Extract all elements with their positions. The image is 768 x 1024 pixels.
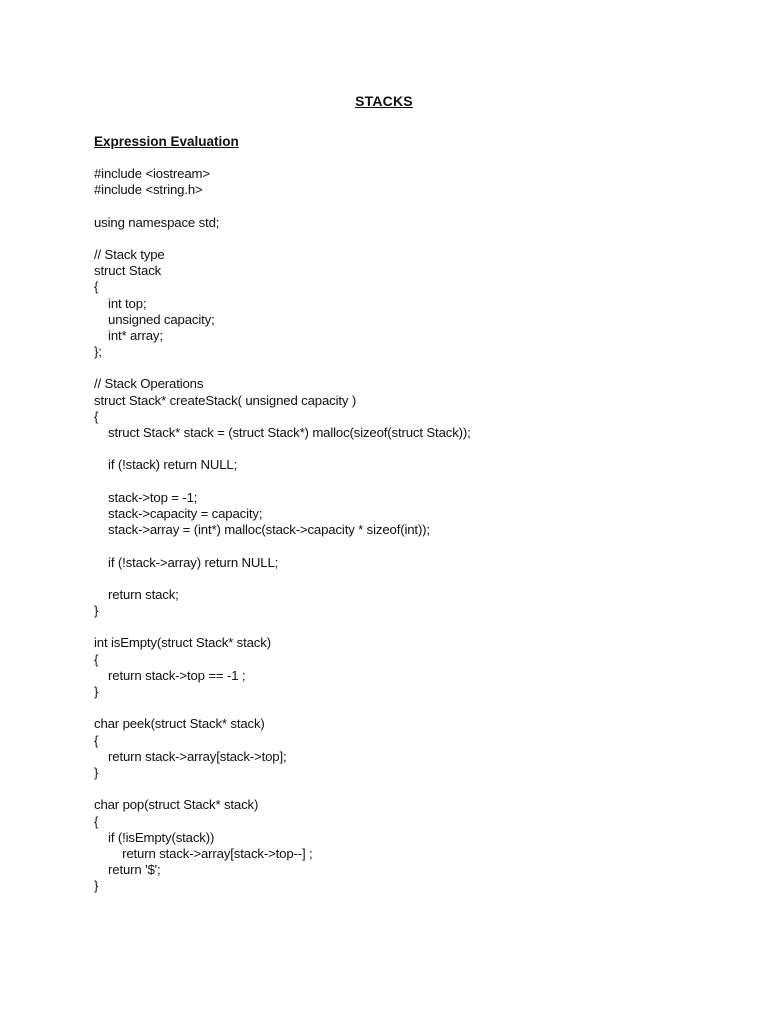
code-line: }: [94, 878, 99, 894]
code-line: char pop(struct Stack* stack): [94, 797, 259, 813]
code-line: struct Stack: [94, 263, 162, 279]
code-line: struct Stack* stack = (struct Stack*) malloc(sizeof(struct Stack));: [94, 425, 471, 440]
code-line: }: [94, 764, 99, 780]
code-line: {: [94, 651, 99, 667]
code-line: [94, 231, 471, 247]
code-line: [94, 360, 471, 376]
code-line: {: [94, 813, 99, 829]
code-line: }: [94, 684, 99, 699]
code-line: return '$';: [94, 862, 161, 878]
code-line: #include <string.h>: [94, 182, 203, 198]
code-line: // Stack type: [94, 246, 165, 262]
code-line: stack->capacity = capacity;: [94, 505, 263, 521]
code-line: using namespace std;: [94, 214, 220, 230]
code-line: [94, 538, 471, 554]
code-line: [94, 198, 471, 214]
code-line: char peek(struct Stack* stack): [94, 716, 265, 732]
code-line: [94, 781, 471, 797]
code-line: return stack->top == -1 ;: [94, 667, 246, 683]
code-line: {: [94, 279, 99, 295]
code-line: return stack;: [94, 586, 179, 602]
code-line: [94, 441, 471, 457]
code-line: if (!isEmpty(stack)): [94, 829, 215, 845]
code-line: [94, 619, 471, 635]
code-line: return stack->array[stack->top--] ;: [94, 845, 313, 861]
code-line: [94, 571, 471, 587]
code-line: {: [94, 408, 99, 424]
code-line: };: [94, 344, 102, 360]
code-line: {: [94, 732, 99, 748]
code-line: int isEmpty(struct Stack* stack): [94, 635, 271, 651]
code-listing: [94, 166, 471, 894]
code-line: stack->array = (int*) malloc(stack->capacity * sizeof(int));: [94, 522, 430, 538]
code-line: if (!stack) return NULL;: [94, 457, 238, 473]
code-line: stack->top = -1;: [94, 489, 198, 505]
section-heading: Expression Evaluation: [94, 134, 239, 149]
code-line: int* array;: [94, 327, 163, 343]
code-line: unsigned capacity;: [94, 311, 215, 327]
code-line: int top;: [94, 295, 147, 311]
code-line: [94, 700, 471, 716]
code-line: #include <iostream>: [94, 166, 210, 181]
code-line: if (!stack->array) return NULL;: [94, 554, 279, 570]
code-line: // Stack Operations: [94, 376, 204, 392]
code-line: [94, 474, 471, 490]
page-title: STACKS: [355, 93, 413, 109]
code-line: struct Stack* createStack( unsigned capacity ): [94, 392, 357, 408]
code-line: return stack->array[stack->top];: [94, 748, 287, 764]
code-line: }: [94, 603, 99, 619]
